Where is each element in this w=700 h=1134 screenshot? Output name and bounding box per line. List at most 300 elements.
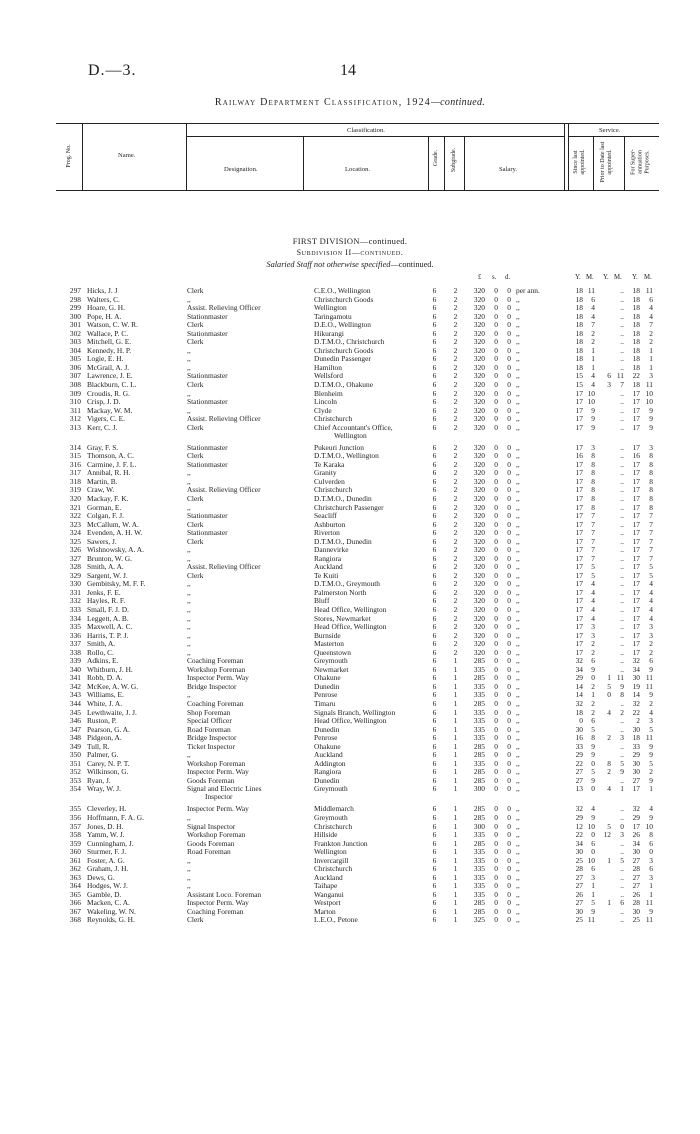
cell-designation: ,,: [187, 294, 191, 304]
cell-super-months: 4: [649, 587, 653, 597]
cell-grade: 6: [432, 915, 437, 925]
page-number: 14: [340, 62, 356, 79]
cell-salary-pence: 0: [507, 698, 511, 708]
cell-since-months: 0: [591, 830, 595, 839]
cell-name: Wishnowsky, A. A.: [87, 545, 144, 555]
cell-salary-period: ,,: [516, 494, 520, 503]
cell-salary-period: ,,: [516, 821, 520, 831]
cell-salary-pence: 0: [507, 784, 511, 794]
cell-prior-years: 4: [607, 707, 611, 717]
cell-prior-months: ..: [620, 362, 624, 372]
cell-super-months: 1: [649, 881, 653, 891]
cell-prior-months: ..: [620, 915, 624, 925]
cell-salary-shillings: 0: [494, 741, 498, 751]
cell-location: Hamilton: [314, 362, 342, 372]
cell-salary-pence: 0: [507, 915, 511, 925]
cell-salary-pounds: 320: [473, 485, 485, 495]
cell-salary-period: ,,: [516, 775, 520, 785]
cell-name: Mitchell, G. E.: [87, 337, 132, 347]
cell-location: Lincoln: [314, 397, 337, 406]
cell-since-months: 5: [591, 767, 595, 777]
cell-salary-period: ,,: [516, 528, 520, 538]
cell-subgrade: 1: [453, 821, 458, 831]
cell-prog-no: 302: [69, 328, 81, 338]
cell-salary-pence: 0: [507, 639, 511, 649]
cell-prior-years: 0: [607, 690, 611, 700]
cell-salary-shillings: 0: [494, 767, 498, 777]
cell-grade: 6: [432, 545, 437, 555]
cell-designation: Assist. Relieving Officer: [187, 485, 261, 495]
header-superannuation: For Super-annuation Purposes.: [630, 149, 651, 175]
cell-super-years: 17: [632, 639, 640, 649]
cell-salary-shillings: 0: [494, 362, 498, 372]
cell-designation: Goods Foreman: [187, 838, 235, 848]
cell-designation: Shop Foreman: [187, 707, 231, 717]
cell-subgrade: 1: [453, 775, 458, 785]
cell-since-years: 17: [575, 622, 583, 632]
cell-name: Adkins, E.: [87, 656, 119, 666]
cell-name: Lewthwaite, J. J.: [87, 707, 137, 717]
cell-super-months: 3: [649, 872, 653, 882]
cell-prior-years: 4: [607, 784, 611, 794]
cell-since-years: 34: [575, 838, 583, 848]
cell-salary-pounds: 335: [473, 681, 485, 691]
cell-super-months: 9: [649, 750, 653, 760]
cell-subgrade: 2: [453, 294, 458, 304]
cell-prog-no: 304: [69, 345, 81, 355]
cell-salary-shillings: 0: [494, 690, 498, 700]
cell-designation: Stationmaster: [187, 459, 228, 469]
cell-super-years: 18: [632, 320, 640, 330]
cell-salary-period: ,,: [516, 451, 520, 461]
cell-since-months: 6: [591, 716, 595, 725]
cell-designation: Assist. Relieving Officer: [187, 414, 261, 424]
cell-designation: Coaching Foreman: [187, 656, 244, 666]
cell-salary-pence: 0: [507, 881, 511, 891]
staff-note-suffix: —continued.: [390, 260, 434, 269]
cell-subgrade: 2: [453, 613, 458, 623]
cell-designation: ,,: [187, 596, 191, 606]
unit-years-since: Y.: [575, 274, 581, 281]
cell-name: Thomson, A. C.: [87, 451, 135, 461]
cell-designation: ,,: [187, 476, 191, 486]
cell-name: Tull, R.: [87, 741, 110, 751]
cell-since-months: 9: [591, 405, 595, 415]
cell-salary-pence: 0: [507, 519, 511, 529]
cell-prog-no: 319: [69, 485, 81, 495]
cell-name: Brunton, W. G.: [87, 553, 132, 563]
cell-grade: 6: [432, 647, 437, 657]
cell-prior-months: ..: [620, 476, 624, 486]
cell-since-months: 3: [591, 622, 595, 632]
cell-salary-pence: 0: [507, 286, 511, 295]
cell-subgrade: 1: [453, 784, 458, 794]
cell-location: Hikurangi: [314, 328, 344, 338]
cell-designation: ,,: [187, 613, 191, 623]
cell-location: Clyde: [314, 405, 332, 415]
cell-since-months: 2: [591, 681, 595, 691]
cell-super-years: 17: [632, 494, 640, 503]
cell-grade: 6: [432, 707, 437, 717]
cell-prior-months: ..: [620, 775, 624, 785]
cell-salary-pounds: 335: [473, 889, 485, 899]
cell-prior-years: 5: [607, 681, 611, 691]
cell-subgrade: 1: [453, 656, 458, 666]
cell-grade: 6: [432, 605, 437, 614]
cell-salary-period: ,,: [516, 476, 520, 486]
cell-prior-months: ..: [620, 545, 624, 555]
cell-salary-pounds: 320: [473, 397, 485, 406]
cell-since-years: 30: [575, 906, 583, 916]
cell-name: Colgan, F. J.: [87, 511, 124, 520]
cell-salary-pounds: 320: [473, 362, 485, 372]
cell-since-months: 10: [587, 397, 595, 406]
cell-since-months: 2: [591, 707, 595, 717]
cell-salary-pounds: 320: [473, 647, 485, 657]
cell-salary-pounds: 320: [473, 494, 485, 503]
cell-salary-pence: 0: [507, 898, 511, 908]
cell-location: Signals Branch, Wellington: [314, 707, 396, 717]
cell-designation: Assist. Relieving Officer: [187, 562, 261, 572]
cell-subgrade: 2: [453, 422, 458, 432]
cell-designation: Signal Inspector: [187, 821, 236, 831]
cell-super-months: 10: [645, 397, 653, 406]
cell-name: Williams, E.: [87, 690, 124, 700]
cell-salary-shillings: 0: [494, 872, 498, 882]
cell-location: Auckland: [314, 562, 343, 572]
cell-since-months: 9: [591, 775, 595, 785]
cell-super-years: 30: [632, 906, 640, 916]
cell-super-months: 6: [649, 294, 653, 304]
cell-since-months: 7: [591, 553, 595, 563]
cell-salary-shillings: 0: [494, 605, 498, 614]
cell-prior-months: 1: [620, 784, 624, 794]
cell-super-years: 17: [632, 536, 640, 546]
cell-salary-period: ,,: [516, 294, 520, 304]
cell-designation: ,,: [187, 812, 191, 822]
cell-name: Annibal, R. H.: [87, 468, 131, 478]
cell-salary-pence: 0: [507, 311, 511, 321]
cell-subgrade: 2: [453, 405, 458, 415]
cell-super-months: 6: [649, 864, 653, 874]
cell-super-months: 8: [649, 468, 653, 478]
cell-subgrade: 1: [453, 804, 458, 814]
cell-grade: 6: [432, 459, 437, 469]
cell-subgrade: 2: [453, 536, 458, 546]
cell-prior-years: 12: [603, 830, 611, 839]
cell-prog-no: 335: [69, 622, 81, 632]
header-since-last-appointed: Since last appointed.: [573, 149, 586, 175]
cell-designation: ,,: [187, 605, 191, 614]
cell-prior-months: ..: [620, 847, 624, 857]
cell-prior-months: ..: [620, 838, 624, 848]
cell-salary-pence: 0: [507, 724, 511, 734]
cell-grade: 6: [432, 379, 437, 389]
cell-salary-pounds: 320: [473, 622, 485, 632]
cell-super-months: 1: [649, 362, 653, 372]
cell-salary-shillings: 0: [494, 613, 498, 623]
cell-since-years: 17: [575, 553, 583, 563]
cell-prior-months: 8: [620, 690, 624, 700]
cell-prior-months: ..: [620, 630, 624, 640]
cell-name: Logie, E. H.: [87, 354, 124, 364]
cell-salary-shillings: 0: [494, 906, 498, 916]
cell-grade: 6: [432, 847, 437, 857]
cell-salary-shillings: 0: [494, 656, 498, 666]
cell-name: Vigers, C. E.: [87, 414, 125, 424]
cell-prior-months: 9: [620, 767, 624, 777]
cell-salary-pence: 0: [507, 656, 511, 666]
cell-grade: 6: [432, 587, 437, 597]
cell-designation: Coaching Foreman: [187, 906, 244, 916]
cell-name: Gorman, E.: [87, 502, 122, 512]
cell-super-years: 17: [632, 511, 640, 520]
cell-salary-period: ,,: [516, 758, 520, 768]
cell-name: Small, F. J. D.: [87, 605, 129, 614]
cell-salary-shillings: 0: [494, 286, 498, 295]
cell-salary-shillings: 0: [494, 647, 498, 657]
cell-designation: ,,: [187, 405, 191, 415]
cell-salary-period: ,,: [516, 724, 520, 734]
cell-subgrade: 2: [453, 451, 458, 461]
cell-since-months: 8: [591, 468, 595, 478]
cell-grade: 6: [432, 311, 437, 321]
cell-location: Marton: [314, 906, 336, 916]
cell-salary-pounds: 320: [473, 519, 485, 529]
cell-prior-months: ..: [620, 605, 624, 614]
cell-location: Te Karaka: [314, 459, 345, 469]
cell-location: Ohakune: [314, 673, 341, 683]
cell-super-years: 17: [632, 605, 640, 614]
cell-grade: 6: [432, 681, 437, 691]
cell-since-years: 17: [575, 442, 583, 452]
cell-designation: ,,: [187, 468, 191, 478]
cell-prior-years: 2: [607, 767, 611, 777]
cell-designation: ,,: [187, 855, 191, 865]
cell-prior-months: ..: [620, 750, 624, 760]
cell-since-years: 18: [575, 345, 583, 355]
cell-prior-months: ..: [620, 354, 624, 364]
cell-salary-shillings: 0: [494, 494, 498, 503]
cell-salary-pence: 0: [507, 613, 511, 623]
cell-grade: 6: [432, 656, 437, 666]
cell-prog-no: 311: [70, 405, 81, 415]
cell-subgrade: 1: [453, 906, 458, 916]
cell-salary-shillings: 0: [494, 414, 498, 424]
cell-location: Taihape: [314, 881, 338, 891]
cell-name: Cunningham, J.: [87, 838, 134, 848]
cell-prior-months: ..: [620, 724, 624, 734]
cell-super-years: 22: [632, 371, 640, 381]
cell-prior-years: 1: [607, 855, 611, 865]
cell-super-years: 32: [632, 698, 640, 708]
cell-salary-pence: 0: [507, 570, 511, 580]
cell-salary-shillings: 0: [494, 311, 498, 321]
cell-salary-period: ,,: [516, 784, 520, 794]
cell-prog-no: 366: [69, 898, 81, 908]
cell-salary-period: ,,: [516, 536, 520, 546]
cell-since-years: 30: [575, 847, 583, 857]
cell-since-months: 4: [591, 596, 595, 606]
cell-prior-months: ..: [620, 519, 624, 529]
cell-super-months: 7: [649, 553, 653, 563]
cell-salary-pounds: 320: [473, 605, 485, 614]
cell-salary-pence: 0: [507, 528, 511, 538]
cell-prog-no: 322: [69, 511, 81, 520]
cell-since-years: 18: [575, 294, 583, 304]
cell-salary-period: ,,: [516, 570, 520, 580]
cell-super-years: 30: [632, 673, 640, 683]
cell-grade: 6: [432, 468, 437, 478]
cell-location: Christchurch Goods: [314, 345, 374, 355]
cell-super-months: 7: [649, 528, 653, 538]
cell-location: Addington: [314, 758, 346, 768]
cell-salary-shillings: 0: [494, 596, 498, 606]
cell-since-years: 15: [575, 379, 583, 389]
cell-since-months: 8: [591, 476, 595, 486]
cell-since-years: 17: [575, 476, 583, 486]
cell-super-years: 26: [632, 830, 640, 839]
cell-salary-pounds: 285: [473, 741, 485, 751]
unit-years-prior: Y.: [603, 274, 609, 281]
cell-salary-shillings: 0: [494, 468, 498, 478]
cell-since-months: 2: [591, 328, 595, 338]
cell-location: Palmerston North: [314, 587, 367, 597]
cell-super-years: 18: [632, 303, 640, 313]
cell-subgrade: 2: [453, 371, 458, 381]
cell-location: Christchurch: [314, 821, 353, 831]
cell-name: Craw, W.: [87, 485, 115, 495]
cell-since-months: 4: [591, 587, 595, 597]
cell-subgrade: 1: [453, 881, 458, 891]
cell-prog-no: 362: [69, 864, 81, 874]
cell-grade: 6: [432, 758, 437, 768]
cell-location: Middlemarch: [314, 804, 354, 814]
cell-since-months: 1: [591, 690, 595, 700]
cell-designation: Clerk: [187, 519, 204, 529]
cell-salary-shillings: 0: [494, 821, 498, 831]
cell-designation: Coaching Foreman: [187, 698, 244, 708]
cell-super-years: 22: [632, 707, 640, 717]
cell-super-years: 18: [632, 345, 640, 355]
cell-super-months: 11: [645, 286, 653, 295]
cell-salary-pounds: 285: [473, 775, 485, 785]
cell-prog-no: 356: [69, 812, 81, 822]
cell-since-months: 2: [591, 698, 595, 708]
cell-super-years: 17: [632, 613, 640, 623]
cell-name: White, J. A.: [87, 698, 123, 708]
cell-prior-years: 1: [607, 673, 611, 683]
cell-name: Gamble, D.: [87, 889, 122, 899]
cell-since-years: 15: [575, 371, 583, 381]
cell-grade: 6: [432, 442, 437, 452]
cell-name: Whitburn, J. H.: [87, 664, 133, 674]
cell-super-years: 18: [632, 733, 640, 743]
cell-location: Dannevirke: [314, 545, 349, 555]
cell-subgrade: 1: [453, 830, 458, 839]
cell-location: Wellington: [314, 847, 347, 857]
cell-salary-shillings: 0: [494, 812, 498, 822]
cell-since-years: 17: [575, 388, 583, 398]
cell-prog-no: 341: [69, 673, 81, 683]
cell-subgrade: 2: [453, 562, 458, 572]
cell-salary-pence: 0: [507, 320, 511, 330]
cell-location: Invercargill: [314, 855, 349, 865]
cell-salary-pounds: 320: [473, 311, 485, 321]
cell-name: Hicks, J. J: [87, 286, 118, 295]
cell-salary-shillings: 0: [494, 898, 498, 908]
cell-grade: 6: [432, 855, 437, 865]
cell-super-months: 4: [649, 579, 653, 589]
cell-salary-pence: 0: [507, 716, 511, 725]
cell-since-years: 17: [575, 414, 583, 424]
cell-prog-no: 365: [69, 889, 81, 899]
cell-prior-months: ..: [620, 579, 624, 589]
cell-grade: 6: [432, 889, 437, 899]
cell-salary-period: ,,: [516, 468, 520, 478]
cell-salary-pounds: 285: [473, 750, 485, 760]
cell-since-years: 17: [575, 502, 583, 512]
cell-salary-pence: 0: [507, 414, 511, 424]
cell-super-months: 3: [649, 716, 653, 725]
cell-prog-no: 350: [69, 750, 81, 760]
cell-subgrade: 2: [453, 362, 458, 372]
cell-since-years: 32: [575, 656, 583, 666]
cell-since-years: 25: [575, 855, 583, 865]
cell-designation: Workshop Foreman: [187, 758, 246, 768]
cell-location: Masterton: [314, 639, 344, 649]
cell-super-months: 4: [649, 707, 653, 717]
cell-subgrade: 2: [453, 528, 458, 538]
cell-prior-months: ..: [620, 536, 624, 546]
cell-salary-period: ,,: [516, 741, 520, 751]
cell-salary-pence: 0: [507, 337, 511, 347]
cell-super-years: 17: [632, 784, 640, 794]
cell-super-months: 2: [649, 767, 653, 777]
cell-designation: Stationmaster: [187, 371, 228, 381]
cell-salary-shillings: 0: [494, 405, 498, 415]
cell-since-years: 18: [575, 362, 583, 372]
table-row: [0, 784, 700, 802]
cell-salary-pounds: 320: [473, 345, 485, 355]
cell-prior-months: ..: [620, 485, 624, 495]
cell-salary-pence: 0: [507, 821, 511, 831]
cell-super-years: 28: [632, 864, 640, 874]
cell-since-years: 22: [575, 758, 583, 768]
cell-name: Ryan, J.: [87, 775, 111, 785]
cell-name: Ruston, P.: [87, 716, 117, 725]
cell-grade: 6: [432, 733, 437, 743]
cell-prior-months: ..: [620, 502, 624, 512]
cell-grade: 6: [432, 579, 437, 589]
cell-salary-pounds: 320: [473, 286, 485, 295]
cell-location: Blenheim: [314, 388, 343, 398]
cell-designation: Stationmaster: [187, 442, 228, 452]
cell-salary-period: ,,: [516, 898, 520, 908]
cell-grade: 6: [432, 690, 437, 700]
cell-super-years: 34: [632, 664, 640, 674]
cell-super-years: 26: [632, 889, 640, 899]
cell-salary-pence: 0: [507, 485, 511, 495]
cell-super-years: 17: [632, 528, 640, 538]
cell-since-months: 10: [587, 821, 595, 831]
cell-prog-no: 321: [69, 502, 81, 512]
cell-since-years: 17: [575, 468, 583, 478]
cell-subgrade: 2: [453, 502, 458, 512]
cell-location: Culverden: [314, 476, 345, 486]
cell-salary-period: ,,: [516, 502, 520, 512]
cell-since-years: 27: [575, 881, 583, 891]
